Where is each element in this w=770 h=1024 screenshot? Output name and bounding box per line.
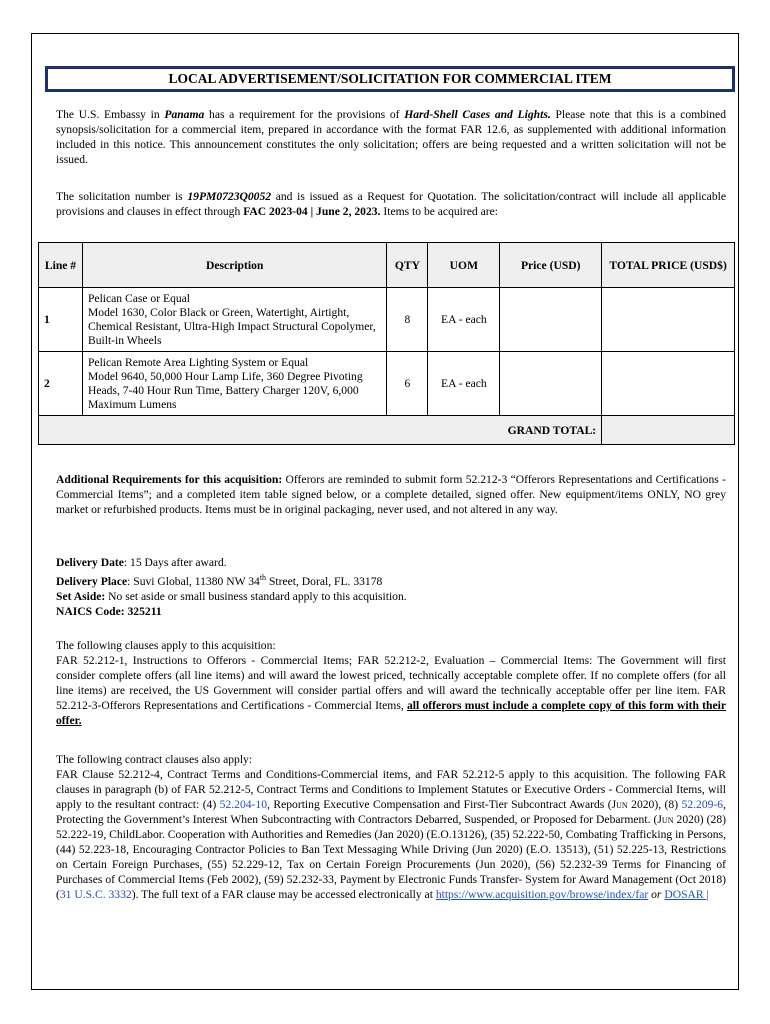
country-name: Panama xyxy=(164,108,205,121)
item-uom: EA - each xyxy=(428,288,500,352)
clause-link-52-204-10[interactable]: 52.204-10 xyxy=(219,798,268,811)
delivery-place: Delivery Place: Suvi Global, 11380 NW 34th Street, Doral, FL. 33178 xyxy=(56,573,383,588)
set-aside: Set Aside: No set aside or small business standard apply to this acquisition. xyxy=(56,589,407,603)
item-price-cell[interactable] xyxy=(500,288,602,352)
item-total-cell[interactable] xyxy=(602,352,735,416)
item-description: Pelican Case or Equal Model 1630, Color Black or Green, Watertight, Airtight, Chemical Resistant, Ultra-High Impact Structural Copolymer, Built-in Wheels xyxy=(82,288,386,352)
solicitation-number: 19PM0723Q0052 xyxy=(187,190,272,203)
item-price-cell[interactable] xyxy=(500,352,602,416)
page-title: LOCAL ADVERTISEMENT/SOLICITATION FOR COMMERCIAL ITEM xyxy=(45,66,735,92)
table-header-row xyxy=(39,243,735,288)
contract-clauses-text: FAR Clause 52.212-4, Contract Terms and Conditions-Commercial items, and FAR 52.212-5 apply to this acquisition. The following FAR clauses in paragraph (b) of FAR 52.212-5, Contract Terms and Conditions to Implement Statutes or Executive Orders - Commercial Items, will apply to the resultant contract: (4) 52.204-10, Reporting Executive Compensation and First-Tier Subcontract Awards (Jun 2020), (8) 52.209-6, Protecting the Government’s Interest When Subcontracting with Contractors Debarred, Suspended, or Proposed for Debarment. (Jun 2020) (28) 52.222-19, ChildLabor. Cooperation with Authorities and Remedies (Jan 2020) (E.O.13126), (35) 52.222-50, Combating Trafficking in Persons, (44) 52.223-18, Encouraging Contractor Policies to Ban Text Messaging While Driving (Jun 2020) (E.O. 13513), (51) 52.225-13, Restrictions on Certain Foreign Purchases, (55) 52.229-12, Tax on Certain Foreign Procurements (Jun 2020), (56) 52.232-39 Terms for Financing of Purchases of Commercial Items (Feb 2002), (59) 52.232-33, Payment by Electronic Funds Transfer- System for Award Management (Oct 2018) (31 U.S.C. 3332). The full text of a FAR clause may be accessed electronically at https://www.acquisition.gov/browse/index/far or DOSAR | xyxy=(56,768,726,901)
delivery-date: Delivery Date: 15 Days after award. xyxy=(56,556,227,569)
grand-total-row xyxy=(39,416,735,445)
contract-clauses-section xyxy=(56,752,726,902)
grand-total-cell[interactable] xyxy=(602,416,735,445)
col-header-uom: UOM xyxy=(428,243,500,288)
item-description: Pelican Remote Area Lighting System or Equal Model 9640, 50,000 Hour Lamp Life, 360 Degree Pivoting Heads, 7-40 Hour Run Time, Battery Charger 120V, 6,000 Maximum Lumens xyxy=(82,352,386,416)
delivery-block xyxy=(56,555,726,619)
item-qty: 8 xyxy=(387,288,428,352)
contract-clauses-heading: The following contract clauses also apply: xyxy=(56,753,253,766)
fac-reference: FAC 2023-04 | June 2, 2023. xyxy=(243,205,381,218)
clause-link-52-209-6[interactable]: 52.209-6 xyxy=(681,798,724,811)
dosar-link[interactable]: DOSAR | xyxy=(664,888,709,901)
item-total-cell[interactable] xyxy=(602,288,735,352)
line-number: 1 xyxy=(39,288,83,352)
col-header-line: Line # xyxy=(39,243,83,288)
col-header-qty: QTY xyxy=(387,243,428,288)
item-qty: 6 xyxy=(387,352,428,416)
solicitation-paragraph: The solicitation number is 19PM0723Q0052 and is issued as a Request for Quotation. The solicitation/contract will include all applicable provisions and clauses in effect through FAC 2023-04 | June 2, 2023. Items to be acquired are: xyxy=(56,190,726,218)
col-header-price: Price (USD) xyxy=(500,243,602,288)
table-row xyxy=(39,352,735,416)
table-row xyxy=(39,288,735,352)
clauses-section xyxy=(56,638,726,728)
item-name: Hard-Shell Cases and Lights. xyxy=(404,108,551,121)
grand-total-label: GRAND TOTAL: xyxy=(39,416,602,445)
item-uom: EA - each xyxy=(428,352,500,416)
clauses-text: FAR 52.212-1, Instructions to Offerors - Commercial Items; FAR 52.212-2, Evaluation – Commercial Items: The Government will first consider complete offers (all line items) and will award the lowest priced, technically acceptable complete offer. If no complete offers (for all line items) are received, the US Government will consider partial offers and will award the technically acceptable offer per line item. FAR 52.212-3-Offerors Representations and Certifications - Commercial Items, all offerors must include a complete copy of this form with their offer. xyxy=(56,654,726,727)
line-number: 2 xyxy=(39,352,83,416)
usc-link[interactable]: 31 U.S.C. 3332 xyxy=(59,888,132,901)
col-header-description: Description xyxy=(82,243,386,288)
clauses-heading: The following clauses apply to this acquisition: xyxy=(56,639,276,652)
naics-code: NAICS Code: 325211 xyxy=(56,604,162,618)
col-header-total: TOTAL PRICE (USD$) xyxy=(602,243,735,288)
intro-paragraph: The U.S. Embassy in Panama has a requirement for the provisions of Hard-Shell Cases and Lights. Please note that this is a combined synopsis/solicitation for a commercial item, prepared in accordance with the format FAR 12.6, as supplemented with additional information included in this notice. This announcement constitutes the only solicitation; offers are being requested and a written solicitation will not be issued. xyxy=(56,108,727,166)
additional-requirements: Additional Requirements for this acquisition: Offerors are reminded to submit form 52.212-3 “Offerors Representations and Certifications - Commercial Items”; and a completed item table signed below, or a complete detailed, signed offer. New equipment/items ONLY, NO grey market or refurbished products. Items must be in original packaging, never used, and not altered in any way. xyxy=(56,473,726,516)
items-table xyxy=(38,242,735,445)
far-url-link[interactable]: https://www.acquisition.gov/browse/index/far xyxy=(435,888,649,901)
